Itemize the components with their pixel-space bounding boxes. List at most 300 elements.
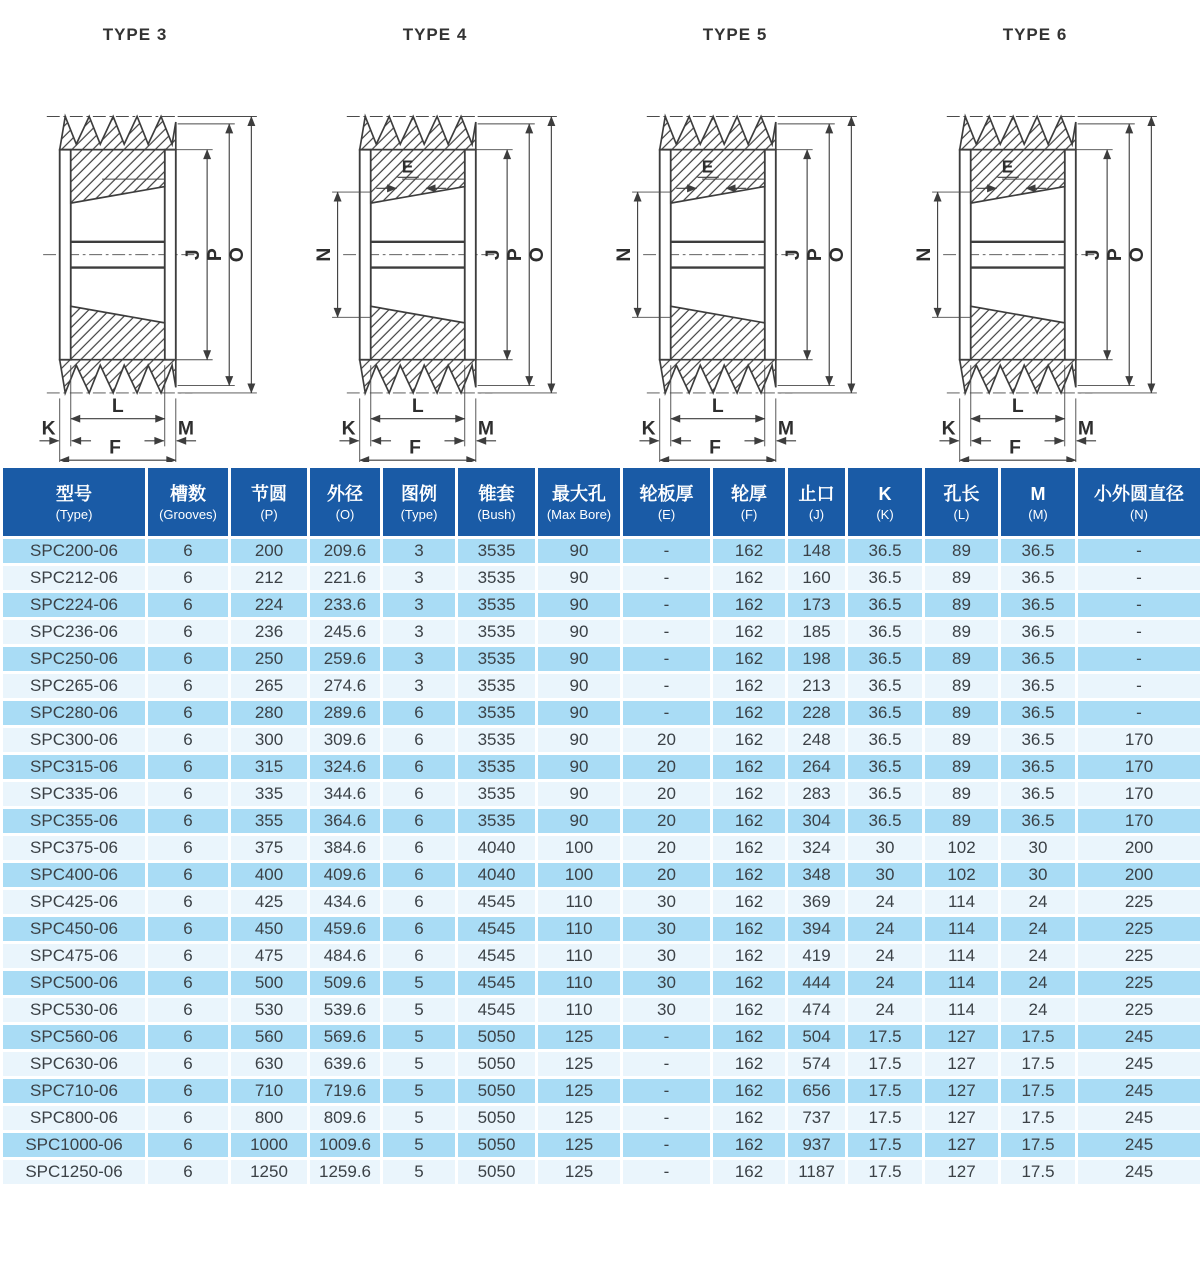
cell: 5050 — [457, 1051, 537, 1078]
svg-text:J: J — [481, 249, 504, 261]
cell: 5 — [382, 1051, 457, 1078]
column-header-zh: 孔长 — [943, 483, 980, 504]
svg-text:O: O — [526, 247, 549, 263]
cell: 90 — [537, 619, 622, 646]
cell: 233.6 — [309, 592, 382, 619]
cell: 225 — [1077, 970, 1200, 997]
cell: SPC530-06 — [2, 997, 147, 1024]
cell: 3535 — [457, 619, 537, 646]
cell: SPC710-06 — [2, 1078, 147, 1105]
pulley-cross-section-diagram: N J P O L K M F — [0, 52, 300, 462]
cell: 30 — [1000, 835, 1077, 862]
cell: 162 — [712, 970, 787, 997]
dim-k — [39, 417, 91, 440]
cell: 3535 — [457, 565, 537, 592]
table-row — [2, 727, 1200, 754]
cell: 162 — [712, 997, 787, 1024]
cell: 1250 — [230, 1159, 309, 1186]
cell: 90 — [537, 700, 622, 727]
rim-wall-left — [360, 150, 371, 360]
cell: 500 — [230, 970, 309, 997]
cell: 4545 — [457, 997, 537, 1024]
column-header-zh: 锥套 — [478, 483, 515, 504]
cell: 710 — [230, 1078, 309, 1105]
cell: 125 — [537, 1024, 622, 1051]
cell: 375 — [230, 835, 309, 862]
cell: 809.6 — [309, 1105, 382, 1132]
cell: 3 — [382, 619, 457, 646]
column-header-en: (E) — [657, 506, 676, 522]
column-header-en: (K) — [876, 506, 894, 522]
cell: 200 — [1077, 862, 1200, 889]
cell: 6 — [382, 835, 457, 862]
cell: 309.6 — [309, 727, 382, 754]
cell: 162 — [712, 646, 787, 673]
cell: 259.6 — [309, 646, 382, 673]
cell: 17.5 — [1000, 1051, 1077, 1078]
cell: 30 — [622, 916, 712, 943]
cell: 419 — [787, 943, 847, 970]
svg-text:M: M — [477, 417, 494, 440]
cell: 125 — [537, 1051, 622, 1078]
cell: 114 — [924, 889, 1000, 916]
column-header — [230, 467, 309, 538]
cell: 24 — [1000, 970, 1077, 997]
cell: 36.5 — [1000, 538, 1077, 565]
cell: 6 — [147, 538, 230, 565]
cell: 36.5 — [847, 592, 924, 619]
groove-band-top — [60, 116, 176, 149]
cell: 110 — [537, 997, 622, 1024]
column-header-en: (Max Bore) — [546, 506, 612, 522]
web-upper — [71, 150, 165, 203]
cell: 90 — [537, 592, 622, 619]
cell: 89 — [924, 592, 1000, 619]
cell: - — [622, 538, 712, 565]
cell: 209.6 — [309, 538, 382, 565]
cell: 162 — [712, 889, 787, 916]
cell: 213 — [787, 673, 847, 700]
cell: 162 — [712, 781, 787, 808]
cell: 24 — [1000, 943, 1077, 970]
svg-text:O: O — [1126, 247, 1149, 263]
svg-text:L: L — [111, 395, 124, 418]
cell: 3535 — [457, 754, 537, 781]
cell: SPC300-06 — [2, 727, 147, 754]
cell: - — [622, 1078, 712, 1105]
cell: 90 — [537, 781, 622, 808]
cell: 36.5 — [1000, 754, 1077, 781]
cell: 3535 — [457, 673, 537, 700]
cell: - — [622, 1132, 712, 1159]
cell: 348 — [787, 862, 847, 889]
column-header-en: (M) — [1028, 506, 1048, 522]
cell: SPC280-06 — [2, 700, 147, 727]
cell: 221.6 — [309, 565, 382, 592]
cell: 30 — [622, 997, 712, 1024]
cell: 24 — [1000, 997, 1077, 1024]
cell: - — [622, 1051, 712, 1078]
cell: 369 — [787, 889, 847, 916]
table-header-row — [2, 467, 1200, 538]
table-row — [2, 1105, 1200, 1132]
cell: 17.5 — [847, 1078, 924, 1105]
cell: 127 — [924, 1105, 1000, 1132]
cell: 245 — [1077, 1132, 1200, 1159]
svg-text:F: F — [109, 436, 121, 459]
cell: - — [1077, 565, 1200, 592]
cell: 170 — [1077, 727, 1200, 754]
cell: 6 — [382, 727, 457, 754]
cell: 30 — [622, 889, 712, 916]
column-header — [457, 467, 537, 538]
cell: 127 — [924, 1078, 1000, 1105]
cell: - — [622, 700, 712, 727]
table-row — [2, 1159, 1200, 1186]
cell: 355 — [230, 808, 309, 835]
cell: 125 — [537, 1105, 622, 1132]
cell: 30 — [847, 862, 924, 889]
cell: - — [622, 1105, 712, 1132]
column-header-en: (P) — [260, 506, 278, 522]
cell: 6 — [147, 1051, 230, 1078]
column-header — [2, 467, 147, 538]
cell: 90 — [537, 727, 622, 754]
cell: 574 — [787, 1051, 847, 1078]
cell: 125 — [537, 1132, 622, 1159]
drawing-title: TYPE 3 — [102, 25, 168, 44]
web-lower — [371, 306, 465, 359]
cell: SPC200-06 — [2, 538, 147, 565]
svg-text:M: M — [177, 417, 194, 440]
cell: 3535 — [457, 592, 537, 619]
table-row — [2, 970, 1200, 997]
cell: 102 — [924, 835, 1000, 862]
groove-band-top — [360, 116, 476, 149]
cell: 127 — [924, 1051, 1000, 1078]
svg-text:M: M — [1077, 417, 1094, 440]
cell: 162 — [712, 592, 787, 619]
cell: 162 — [712, 1159, 787, 1186]
cell: 17.5 — [1000, 1078, 1077, 1105]
cell: 17.5 — [1000, 1132, 1077, 1159]
cell: SPC500-06 — [2, 970, 147, 997]
table-row — [2, 565, 1200, 592]
cell: 90 — [537, 673, 622, 700]
cell: 3 — [382, 592, 457, 619]
cell: 125 — [537, 1078, 622, 1105]
cell: - — [622, 646, 712, 673]
cell: 5050 — [457, 1132, 537, 1159]
cell: 89 — [924, 808, 1000, 835]
column-header-en: (J) — [808, 506, 825, 522]
cell: 504 — [787, 1024, 847, 1051]
dim-m — [444, 417, 496, 440]
cell: SPC236-06 — [2, 619, 147, 646]
dim-k — [939, 417, 991, 440]
cell: 110 — [537, 970, 622, 997]
cell: 245.6 — [309, 619, 382, 646]
cell: 3535 — [457, 538, 537, 565]
cell: 300 — [230, 727, 309, 754]
svg-text:M: M — [777, 417, 794, 440]
cell: 3535 — [457, 781, 537, 808]
cell: 36.5 — [847, 673, 924, 700]
cell: 6 — [382, 943, 457, 970]
cell: 459.6 — [309, 916, 382, 943]
cell: 17.5 — [847, 1024, 924, 1051]
cell: 24 — [847, 943, 924, 970]
cell: 409.6 — [309, 862, 382, 889]
cell: 89 — [924, 646, 1000, 673]
cell: 1187 — [787, 1159, 847, 1186]
cell: - — [1077, 592, 1200, 619]
svg-text:L: L — [411, 395, 424, 418]
svg-text:N: N — [913, 247, 936, 262]
cell: 3 — [382, 538, 457, 565]
drawing-title: TYPE 6 — [1002, 25, 1068, 44]
cell: 24 — [847, 997, 924, 1024]
dim-k — [639, 417, 691, 440]
svg-text:N: N — [613, 247, 636, 262]
column-header-zh: 外径 — [327, 483, 363, 504]
rim-wall-left — [960, 150, 971, 360]
cell: 162 — [712, 1024, 787, 1051]
svg-text:K: K — [941, 417, 956, 440]
cell: 36.5 — [847, 808, 924, 835]
cell: 36.5 — [1000, 592, 1077, 619]
svg-text:F: F — [1009, 436, 1021, 459]
cell: 6 — [147, 808, 230, 835]
cell: 484.6 — [309, 943, 382, 970]
cell: - — [622, 673, 712, 700]
cell: 148 — [787, 538, 847, 565]
cell: 5 — [382, 1078, 457, 1105]
cell: 3535 — [457, 700, 537, 727]
cell: 3535 — [457, 727, 537, 754]
cell: 289.6 — [309, 700, 382, 727]
web-lower — [71, 306, 165, 359]
cell: 530 — [230, 997, 309, 1024]
cell: 110 — [537, 889, 622, 916]
cell: 170 — [1077, 754, 1200, 781]
column-header-en: (N) — [1129, 506, 1149, 522]
cell: 315 — [230, 754, 309, 781]
cell: 6 — [382, 700, 457, 727]
cell: 6 — [147, 862, 230, 889]
cell: SPC1250-06 — [2, 1159, 147, 1186]
cell: - — [1077, 646, 1200, 673]
cell: 509.6 — [309, 970, 382, 997]
rim-wall-right — [1065, 150, 1076, 360]
cell: 245 — [1077, 1078, 1200, 1105]
groove-band-top — [960, 116, 1076, 149]
cell: 30 — [847, 835, 924, 862]
cell: 110 — [537, 916, 622, 943]
pulley-cross-section-diagram — [600, 52, 900, 462]
cell: 5 — [382, 1159, 457, 1186]
column-header — [1077, 467, 1200, 538]
cell: 36.5 — [847, 619, 924, 646]
cell: 1009.6 — [309, 1132, 382, 1159]
technical-drawings — [0, 0, 1200, 461]
cell: 162 — [712, 673, 787, 700]
cell: 17.5 — [847, 1051, 924, 1078]
cell: 24 — [847, 916, 924, 943]
rim-wall-right — [765, 150, 776, 360]
cell: 6 — [147, 1132, 230, 1159]
svg-text:P: P — [1103, 248, 1126, 262]
column-header-zh: 槽数 — [170, 483, 206, 504]
cell: 90 — [537, 808, 622, 835]
svg-text:F: F — [709, 436, 721, 459]
cell: 5050 — [457, 1078, 537, 1105]
cell: 236 — [230, 619, 309, 646]
cell: 6 — [147, 700, 230, 727]
column-header-zh: 轮厚 — [731, 483, 767, 504]
cell: 6 — [147, 1105, 230, 1132]
cell: 36.5 — [847, 700, 924, 727]
cell: 36.5 — [1000, 808, 1077, 835]
column-header — [622, 467, 712, 538]
cell: 364.6 — [309, 808, 382, 835]
cell: 4040 — [457, 862, 537, 889]
cell: 5050 — [457, 1024, 537, 1051]
cell: 5 — [382, 997, 457, 1024]
table-row — [2, 1132, 1200, 1159]
cell: 5 — [382, 970, 457, 997]
groove-band-bottom — [60, 360, 176, 393]
cell: 228 — [787, 700, 847, 727]
cell: - — [622, 1024, 712, 1051]
pulley-drawing-type-5 — [600, 4, 900, 461]
cell: 225 — [1077, 943, 1200, 970]
cell: 89 — [924, 781, 1000, 808]
cell: 114 — [924, 970, 1000, 997]
cell: 937 — [787, 1132, 847, 1159]
cell: SPC450-06 — [2, 916, 147, 943]
cell: 6 — [147, 943, 230, 970]
spec-table — [0, 465, 1200, 1187]
cell: 3 — [382, 565, 457, 592]
column-header — [382, 467, 457, 538]
pulley-drawing-type-6 — [900, 4, 1200, 461]
cell: 162 — [712, 754, 787, 781]
cell: - — [1077, 700, 1200, 727]
table-row — [2, 646, 1200, 673]
pulley-drawing-type-3 — [0, 4, 300, 461]
cell: 225 — [1077, 889, 1200, 916]
cell: 6 — [147, 1078, 230, 1105]
cell: 20 — [622, 781, 712, 808]
cell: 90 — [537, 646, 622, 673]
cell: 17.5 — [1000, 1105, 1077, 1132]
cell: 162 — [712, 727, 787, 754]
cell: 5050 — [457, 1105, 537, 1132]
cell: 162 — [712, 1078, 787, 1105]
web-lower — [971, 306, 1065, 359]
column-header-en: (Bush) — [477, 506, 516, 522]
rim-wall-left — [660, 150, 671, 360]
column-header-en: (Type) — [55, 506, 93, 522]
cell: 20 — [622, 862, 712, 889]
cell: 425 — [230, 889, 309, 916]
cell: 162 — [712, 1132, 787, 1159]
drawing-title: TYPE 5 — [702, 25, 768, 44]
cell: 36.5 — [847, 781, 924, 808]
column-header — [1000, 467, 1077, 538]
column-header-zh: M — [1030, 483, 1046, 504]
cell: 539.6 — [309, 997, 382, 1024]
table-row — [2, 1024, 1200, 1051]
svg-text:J: J — [181, 249, 204, 261]
cell: 102 — [924, 862, 1000, 889]
web-lower — [671, 306, 765, 359]
svg-text:L: L — [1011, 395, 1024, 418]
cell: 90 — [537, 565, 622, 592]
cell: 569.6 — [309, 1024, 382, 1051]
cell: 4545 — [457, 889, 537, 916]
cell: 127 — [924, 1159, 1000, 1186]
column-header — [847, 467, 924, 538]
cell: SPC475-06 — [2, 943, 147, 970]
spec-table-body — [2, 538, 1200, 1186]
cell: 162 — [712, 1051, 787, 1078]
cell: 5 — [382, 1024, 457, 1051]
cell: 250 — [230, 646, 309, 673]
column-header-en: (Grooves) — [159, 506, 217, 522]
groove-band-bottom — [360, 360, 476, 393]
cell: 474 — [787, 997, 847, 1024]
cell: 24 — [847, 970, 924, 997]
rim-wall-right — [465, 150, 476, 360]
cell: 283 — [787, 781, 847, 808]
column-header — [147, 467, 230, 538]
cell: 173 — [787, 592, 847, 619]
cell: 6 — [147, 1159, 230, 1186]
cell: 89 — [924, 700, 1000, 727]
web-upper — [371, 150, 465, 203]
cell: 20 — [622, 808, 712, 835]
cell: SPC250-06 — [2, 646, 147, 673]
cell: 656 — [787, 1078, 847, 1105]
cell: 6 — [147, 592, 230, 619]
cell: 162 — [712, 538, 787, 565]
cell: SPC224-06 — [2, 592, 147, 619]
cell: 335 — [230, 781, 309, 808]
cell: - — [1077, 673, 1200, 700]
column-header-zh: 轮板厚 — [639, 483, 694, 504]
cell: 170 — [1077, 808, 1200, 835]
cell: 24 — [847, 889, 924, 916]
cell: 127 — [924, 1132, 1000, 1159]
cell: SPC800-06 — [2, 1105, 147, 1132]
cell: 114 — [924, 997, 1000, 1024]
cell: 3535 — [457, 808, 537, 835]
column-header-en: (F) — [740, 506, 758, 522]
cell: 200 — [230, 538, 309, 565]
cell: 162 — [712, 619, 787, 646]
column-header — [537, 467, 622, 538]
cell: 6 — [147, 781, 230, 808]
pulley-drawing-type-4 — [300, 4, 600, 461]
cell: 4545 — [457, 943, 537, 970]
cell: SPC630-06 — [2, 1051, 147, 1078]
cell: 475 — [230, 943, 309, 970]
svg-text:K: K — [341, 417, 356, 440]
cell: 245 — [1077, 1105, 1200, 1132]
cell: 24 — [1000, 889, 1077, 916]
